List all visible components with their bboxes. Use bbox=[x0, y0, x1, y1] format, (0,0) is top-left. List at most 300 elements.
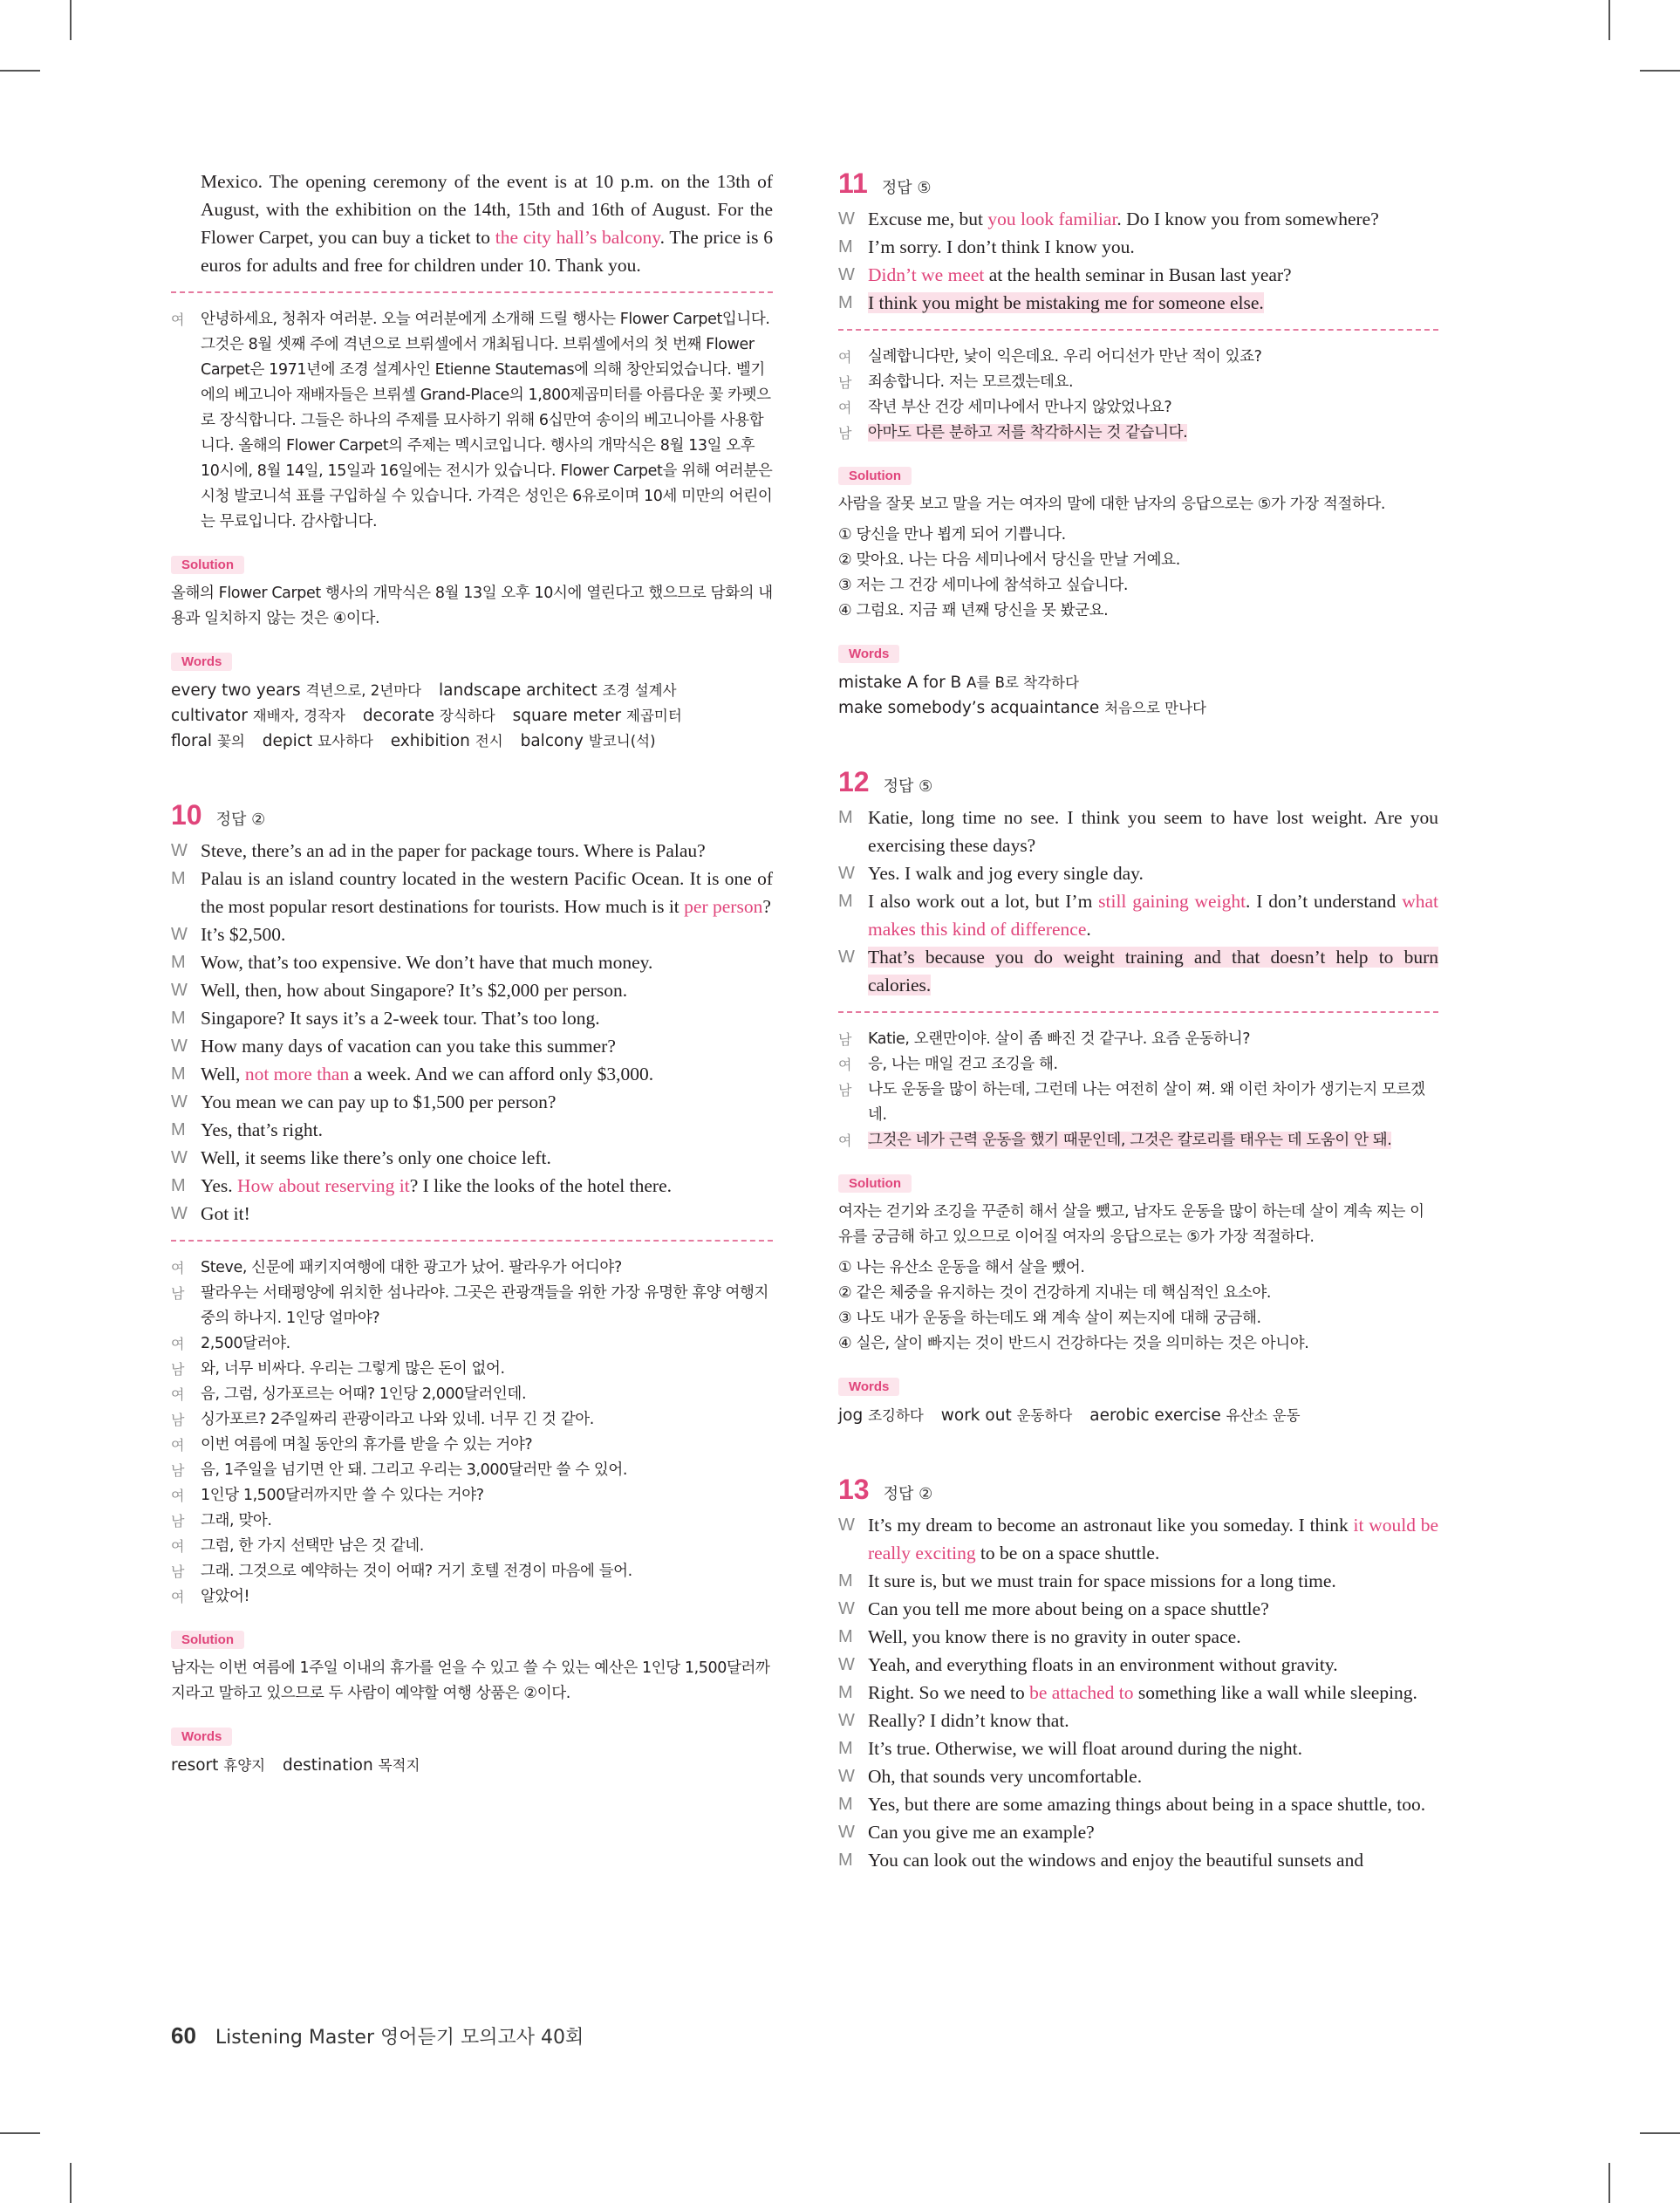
option-item: ③ 저는 그 건강 세미나에 참석하고 싶습니다. bbox=[838, 577, 1129, 594]
text: Yes. bbox=[201, 1175, 238, 1196]
text: balcony bbox=[520, 732, 584, 750]
text: ? bbox=[762, 896, 771, 917]
speaker-label: M bbox=[838, 1739, 853, 1758]
speaker-label: 남 bbox=[171, 1412, 185, 1428]
text: It’s my dream to become an astronaut like you someday. I think bbox=[868, 1515, 1354, 1536]
text: It’s $2,500. bbox=[201, 924, 286, 945]
speaker-label: 남 bbox=[171, 1361, 185, 1378]
text: Right. So we need to bbox=[868, 1682, 1030, 1703]
page-footer bbox=[171, 2022, 584, 2049]
word-entry bbox=[838, 674, 1079, 692]
speaker-label: W bbox=[171, 841, 188, 860]
word-meaning: A를 B로 착각하다 bbox=[966, 674, 1079, 691]
word-entry bbox=[171, 732, 245, 750]
dialogue-line bbox=[838, 1707, 1438, 1734]
speaker-label: W bbox=[171, 925, 188, 944]
text: 음, 1주일을 넘기면 안 돼. 그리고 우리는 3,000달러만 쓸 수 있어. bbox=[201, 1461, 628, 1479]
dialogue-line bbox=[171, 1144, 773, 1172]
translation-line bbox=[838, 1078, 1438, 1128]
speaker-label: M bbox=[838, 237, 853, 257]
q11-translation bbox=[838, 345, 1438, 446]
words-row bbox=[171, 703, 773, 729]
dialogue-line bbox=[838, 859, 1438, 887]
word-entry bbox=[941, 1406, 1073, 1425]
speaker-label: 여 bbox=[171, 1386, 185, 1403]
text: square meter bbox=[512, 707, 622, 725]
dialogue-line bbox=[838, 1623, 1438, 1651]
text: I’m sorry. I don’t think I know you. bbox=[868, 236, 1135, 257]
word-entry bbox=[283, 1756, 420, 1775]
text: 알았어! bbox=[201, 1588, 250, 1605]
word-meaning: 장식하다 bbox=[439, 708, 495, 724]
text: Steve, 신문에 패키지여행에 대한 광고가 났어. 팔라우가 어디야? bbox=[201, 1259, 622, 1276]
words-row bbox=[838, 670, 1438, 695]
word-entry bbox=[521, 732, 656, 750]
key-phrase: not more than bbox=[244, 1064, 350, 1084]
speaker-label: W bbox=[838, 864, 855, 883]
option-item: ③ 나도 내가 운동을 하는데도 왜 계속 살이 찌는지에 대해 궁금해. bbox=[838, 1310, 1261, 1327]
words-row bbox=[838, 695, 1438, 721]
text: Wow, that’s too expensive. We don’t have that much money. bbox=[201, 952, 653, 973]
text: cultivator bbox=[171, 707, 248, 725]
key-phrase: How about reserving it bbox=[237, 1175, 410, 1196]
key-phrase: what makes this kind of difference bbox=[868, 891, 1438, 940]
dialogue-line bbox=[838, 1567, 1438, 1595]
speaker-label: W bbox=[838, 1599, 855, 1618]
dialogue-line bbox=[838, 804, 1438, 859]
word-entry bbox=[838, 1406, 924, 1425]
dialogue-line bbox=[171, 1088, 773, 1116]
answer-highlight: I think you might be mistaking me for someone else. bbox=[868, 292, 1264, 313]
text: . I don’t understand bbox=[1246, 891, 1403, 912]
dialogue-line bbox=[838, 1651, 1438, 1679]
speaker-label: 남 bbox=[171, 1462, 185, 1479]
text: floral bbox=[171, 732, 213, 750]
speaker-label: W bbox=[838, 1515, 855, 1535]
translation-line bbox=[171, 1433, 773, 1458]
text: to be on a space shuttle. bbox=[975, 1543, 1160, 1563]
word-meaning: 운동하다 bbox=[1016, 1407, 1073, 1424]
dialogue-line bbox=[171, 1004, 773, 1032]
option-item: ④ 그럼요. 지금 꽤 년째 당신을 못 봤군요. bbox=[838, 602, 1109, 619]
word-entry bbox=[391, 732, 503, 750]
dialogue-line bbox=[838, 943, 1438, 999]
translation-line bbox=[171, 1255, 773, 1281]
speaker-label: M bbox=[838, 293, 853, 312]
answer-highlight: That’s because you do weight training and that doesn’t help to burn calories. bbox=[868, 947, 1438, 995]
translation-line bbox=[171, 1281, 773, 1331]
text: a week. And we can afford only $3,000. bbox=[349, 1064, 654, 1084]
word-meaning: 조경 설계사 bbox=[602, 682, 677, 699]
translation-line bbox=[838, 370, 1438, 395]
speaker-label: W bbox=[838, 1823, 855, 1842]
dialogue-line bbox=[838, 1762, 1438, 1790]
solution-label: Solution bbox=[838, 1174, 912, 1193]
speaker-label: 여 bbox=[838, 1057, 852, 1073]
text: You can look out the windows and enjoy the beautiful sunsets and bbox=[868, 1850, 1364, 1871]
question-header bbox=[838, 1474, 1438, 1506]
speaker-label: M bbox=[171, 1009, 186, 1028]
translation-line bbox=[838, 345, 1438, 370]
text: Well, bbox=[201, 1064, 245, 1084]
text: destination bbox=[283, 1756, 373, 1775]
crop-mark bbox=[1608, 0, 1610, 40]
right-column bbox=[838, 168, 1438, 1874]
question-number: 12 bbox=[838, 766, 870, 797]
text: Excuse me, but bbox=[868, 209, 988, 229]
text: something like a wall while sleeping. bbox=[1133, 1682, 1417, 1703]
text: Katie, long time no see. I think you seem to have lost weight. Are you exercising these days? bbox=[868, 807, 1438, 856]
text: Well, it seems like there’s only one choice left. bbox=[201, 1147, 551, 1168]
dialogue-line bbox=[838, 1846, 1438, 1874]
text: 그래, 맞아. bbox=[201, 1512, 272, 1529]
text: landscape architect bbox=[439, 681, 598, 700]
option-item: ① 나는 유산소 운동을 해서 살을 뺐어. bbox=[838, 1259, 1085, 1276]
dialogue-line bbox=[171, 1116, 773, 1144]
text: mistake A for B bbox=[838, 674, 962, 692]
words-label: Words bbox=[171, 653, 232, 671]
word-entry bbox=[1089, 1406, 1300, 1425]
dialogue-line bbox=[171, 1060, 773, 1088]
speaker-label: M bbox=[838, 808, 853, 827]
dialogue-line bbox=[838, 1595, 1438, 1623]
text: 이번 여름에 며칠 동안의 휴가를 받을 수 있는 거야? bbox=[201, 1436, 533, 1454]
text: Oh, that sounds very uncomfortable. bbox=[868, 1766, 1143, 1787]
text: depict bbox=[262, 732, 313, 750]
q10-dialogue bbox=[171, 837, 773, 1228]
speaker-label: M bbox=[838, 1795, 853, 1814]
q11-solution: 사람을 잘못 보고 말을 거는 여자의 말에 대한 남자의 응답으로는 ⑤가 가장 적절하다. bbox=[838, 496, 1386, 513]
word-meaning: 발코니(석) bbox=[588, 733, 656, 749]
text: 그래. 그것으로 예약하는 것이 어때? 거기 호텔 전경이 마음에 들어. bbox=[201, 1563, 632, 1580]
speaker-label: 여 bbox=[171, 1488, 185, 1504]
dialogue-line bbox=[171, 948, 773, 976]
word-meaning: 격년으로, 2년마다 bbox=[305, 682, 422, 699]
key-phrase: it would be really exciting bbox=[868, 1515, 1438, 1563]
key-phrase: still gaining weight bbox=[1098, 891, 1246, 912]
words-row bbox=[838, 1403, 1438, 1428]
translation-line bbox=[171, 1382, 773, 1407]
speaker-label: 여 bbox=[171, 1336, 185, 1352]
q9-script-continuation bbox=[171, 168, 773, 279]
text: 와, 너무 비싸다. 우리는 그렇게 많은 돈이 없어. bbox=[201, 1360, 505, 1378]
text: 그럼, 한 가지 선택만 남은 것 같네. bbox=[201, 1537, 424, 1555]
word-entry bbox=[838, 699, 1206, 717]
dialogue-line bbox=[171, 837, 773, 865]
speaker-label: 남 bbox=[838, 1031, 852, 1048]
solution-label: Solution bbox=[171, 556, 244, 574]
speaker-label: 남 bbox=[171, 1563, 185, 1580]
dialogue-line bbox=[171, 1172, 773, 1200]
option-item: ② 같은 체중을 유지하는 것이 건강하게 지내는 데 핵심적인 요소야. bbox=[838, 1284, 1272, 1302]
speaker-label: W bbox=[838, 209, 855, 229]
word-meaning: 재배자, 경작자 bbox=[252, 708, 345, 724]
left-column bbox=[171, 168, 773, 1778]
text: 응, 나는 매일 걷고 조깅을 해. bbox=[868, 1056, 1058, 1073]
translation-line bbox=[838, 1052, 1438, 1078]
text: Palau is an island country located in the western Pacific Ocean. It is one of the most popular resort destinations for tourists. How much is it bbox=[201, 868, 773, 917]
words-row bbox=[171, 1753, 773, 1778]
speaker-label: W bbox=[838, 1711, 855, 1730]
crop-mark bbox=[1640, 2132, 1680, 2134]
key-phrase: you look familiar bbox=[987, 209, 1117, 229]
dialogue-line bbox=[838, 1818, 1438, 1846]
text: 싱가포르? 2주일짜리 관광이라고 나와 있네. 너무 긴 것 같아. bbox=[201, 1411, 594, 1428]
book-title: Listening Master 영어듣기 모의고사 40회 bbox=[215, 2027, 584, 2049]
words-row bbox=[171, 729, 773, 754]
word-meaning: 제곱미터 bbox=[626, 708, 682, 724]
text: Yeah, and everything floats in an environment without gravity. bbox=[868, 1654, 1338, 1675]
text: every two years bbox=[171, 681, 301, 700]
speaker-label: M bbox=[838, 1683, 853, 1702]
translation-line bbox=[171, 1584, 773, 1610]
q11-words bbox=[838, 670, 1438, 721]
word-meaning: 꽃의 bbox=[216, 733, 245, 749]
speaker-label: M bbox=[838, 892, 853, 911]
q11-dialogue bbox=[838, 205, 1438, 317]
dialogue-line bbox=[171, 920, 773, 948]
q10-translation bbox=[171, 1255, 773, 1610]
text: jog bbox=[838, 1406, 864, 1425]
speaker-label: 여 bbox=[171, 311, 185, 328]
word-entry bbox=[263, 732, 373, 750]
text: ? I like the looks of the hotel there. bbox=[409, 1175, 672, 1196]
text: Yes, but there are some amazing things about being in a space shuttle, too. bbox=[868, 1794, 1426, 1815]
text: 음, 그럼, 싱가포르는 어때? 1인당 2,000달러인데. bbox=[201, 1385, 527, 1403]
question-number: 13 bbox=[838, 1474, 870, 1505]
text: at the health seminar in Busan last year? bbox=[984, 264, 1292, 285]
text: 팔라우는 서태평양에 위치한 섬나라야. 그곳은 관광객들을 위한 가장 유명한 휴양 여행지 중의 하나지. 1인당 얼마야? bbox=[201, 1284, 768, 1327]
speaker-label: M bbox=[171, 1064, 186, 1084]
q12-dialogue bbox=[838, 804, 1438, 999]
speaker-label: W bbox=[838, 1655, 855, 1674]
key-phrase: the city hall’s balcony bbox=[495, 227, 660, 248]
dialogue-line bbox=[171, 865, 773, 920]
text: work out bbox=[940, 1406, 1012, 1425]
speaker-label: W bbox=[171, 981, 188, 1000]
speaker-label: M bbox=[838, 1851, 853, 1870]
text: Mexico. The opening ceremony of the event is at 10 p.m. on the 13th of August, with the exhibition on the 14th, 15th and 16th of August. For the Flower Carpet, you can buy a ticket to bbox=[201, 171, 773, 248]
text: You mean we can pay up to $1,500 per person? bbox=[201, 1091, 557, 1112]
speaker-label: W bbox=[171, 1092, 188, 1112]
text: Yes. I walk and jog every single day. bbox=[868, 863, 1144, 884]
dialogue-line bbox=[171, 1200, 773, 1228]
q12-options bbox=[838, 1255, 1438, 1357]
speaker-label: M bbox=[838, 1627, 853, 1646]
speaker-label: W bbox=[838, 265, 855, 284]
option-item: ② 맞아요. 나는 다음 세미나에서 당신을 만날 거예요. bbox=[838, 551, 1180, 569]
text: Really? I didn’t know that. bbox=[868, 1710, 1069, 1731]
speaker-label: 여 bbox=[171, 1589, 185, 1605]
answer-highlight: 그것은 네가 근력 운동을 했기 때문인데, 그것은 칼로리를 태우는 데 도움이 안 돼. bbox=[868, 1132, 1392, 1149]
question-header bbox=[171, 799, 773, 831]
text: 실례합니다만, 낯이 익은데요. 우리 어디선가 만난 적이 있죠? bbox=[868, 348, 1262, 366]
word-entry bbox=[513, 707, 682, 725]
text: Steve, there’s an ad in the paper for package tours. Where is Palau? bbox=[201, 840, 706, 861]
q9-words bbox=[171, 678, 773, 754]
answer-key: 정답 ⑤ bbox=[883, 777, 933, 796]
text: 죄송합니다. 저는 모르겠는데요. bbox=[868, 373, 1074, 391]
dialogue-line bbox=[838, 233, 1438, 261]
q11-options bbox=[838, 523, 1438, 624]
speaker-label: W bbox=[838, 948, 855, 967]
page-number: 60 bbox=[171, 2022, 196, 2049]
text: 작년 부산 건강 세미나에서 만나지 않았었나요? bbox=[868, 399, 1172, 416]
word-entry bbox=[439, 681, 677, 700]
speaker-label: W bbox=[171, 1148, 188, 1167]
crop-mark bbox=[70, 2163, 72, 2203]
speaker-label: 남 bbox=[171, 1513, 185, 1529]
text: Katie, 오랜만이야. 살이 좀 빠진 것 같구나. 요즘 운동하니? bbox=[868, 1030, 1251, 1048]
speaker-label: W bbox=[838, 1767, 855, 1786]
solution-label: Solution bbox=[838, 467, 912, 485]
word-meaning: 유산소 운동 bbox=[1226, 1407, 1301, 1424]
q9-translation bbox=[171, 307, 773, 535]
crop-mark bbox=[1608, 2163, 1610, 2203]
words-label: Words bbox=[838, 645, 899, 663]
q12-words bbox=[838, 1403, 1438, 1428]
dialogue-line bbox=[838, 887, 1438, 943]
text: . Do I know you from somewhere? bbox=[1117, 209, 1379, 229]
translation-line bbox=[838, 395, 1438, 421]
text: Well, you know there is no gravity in outer space. bbox=[868, 1626, 1241, 1647]
speaker-label: M bbox=[838, 1571, 853, 1591]
question-number: 11 bbox=[838, 168, 868, 199]
word-entry bbox=[171, 707, 345, 725]
text: decorate bbox=[362, 707, 435, 725]
translation-line bbox=[171, 1534, 773, 1559]
text: 2,500달러야. bbox=[201, 1335, 290, 1352]
translation-line bbox=[171, 1357, 773, 1382]
crop-mark bbox=[0, 70, 40, 72]
word-meaning: 목적지 bbox=[378, 1757, 420, 1774]
option-item: ① 당신을 만나 뵙게 되어 기쁩니다. bbox=[838, 526, 1066, 544]
q10-solution: 남자는 이번 여름에 1주일 이내의 휴가를 얻을 수 있고 쓸 수 있는 예산은 1인당 1,500달러까지라고 말하고 있으므로 두 사람이 예약할 여행 상품은 ②이다. bbox=[171, 1659, 770, 1702]
speaker-label: 남 bbox=[838, 1082, 852, 1098]
dialogue-line bbox=[838, 289, 1438, 317]
speaker-label: M bbox=[171, 869, 186, 888]
key-phrase: Didn’t we meet bbox=[868, 264, 985, 285]
text: It’s true. Otherwise, we will float around during the night. bbox=[868, 1738, 1302, 1759]
dialogue-line bbox=[171, 976, 773, 1004]
q12-translation bbox=[838, 1027, 1438, 1153]
text: Can you tell me more about being on a space shuttle? bbox=[868, 1598, 1269, 1619]
words-label: Words bbox=[171, 1728, 232, 1746]
q9-solution: 올해의 Flower Carpet 행사의 개막식은 8월 13일 오후 10시에 열린다고 했으므로 담화의 내용과 일치하지 않는 것은 ④이다. bbox=[171, 585, 773, 627]
answer-highlight: 아마도 다른 분하고 저를 착각하시는 것 같습니다. bbox=[868, 424, 1188, 441]
dialogue-line bbox=[171, 1032, 773, 1060]
q13-dialogue bbox=[838, 1511, 1438, 1874]
question-number: 10 bbox=[171, 799, 202, 831]
solution-label: Solution bbox=[171, 1631, 244, 1649]
divider bbox=[838, 329, 1438, 331]
speaker-label: W bbox=[171, 1037, 188, 1056]
text: Well, then, how about Singapore? It’s $2,000 per person. bbox=[201, 980, 628, 1001]
q12-solution: 여자는 걷기와 조깅을 꾸준히 해서 살을 뺐고, 남자도 운동을 많이 하는데 살이 계속 찌는 이유를 궁금해 하고 있으므로 이어질 여자의 응답으로는 ⑤가 가장 적절하다. bbox=[838, 1203, 1424, 1246]
word-meaning: 휴양지 bbox=[223, 1757, 266, 1774]
translation-line bbox=[838, 1128, 1438, 1153]
dialogue-line bbox=[838, 1790, 1438, 1818]
speaker-label: M bbox=[171, 953, 186, 972]
speaker-label: M bbox=[171, 1176, 186, 1195]
word-entry bbox=[171, 1756, 265, 1775]
speaker-label: 여 bbox=[838, 400, 852, 416]
divider bbox=[171, 291, 773, 293]
speaker-label: 여 bbox=[171, 1437, 185, 1454]
word-entry bbox=[363, 707, 495, 725]
speaker-label: 남 bbox=[838, 374, 852, 391]
words-row bbox=[171, 678, 773, 703]
text: Can you give me an example? bbox=[868, 1822, 1095, 1843]
speaker-label: 여 bbox=[838, 1132, 852, 1149]
crop-mark bbox=[70, 0, 72, 40]
dialogue-line bbox=[838, 1734, 1438, 1762]
speaker-label: 남 bbox=[838, 425, 852, 441]
word-meaning: 전시 bbox=[475, 733, 503, 749]
speaker-label: 여 bbox=[171, 1538, 185, 1555]
text: make somebody’s acquaintance bbox=[838, 699, 1100, 717]
speaker-label: M bbox=[171, 1120, 186, 1139]
text: exhibition bbox=[390, 732, 470, 750]
dialogue-line bbox=[838, 205, 1438, 233]
option-item: ④ 실은, 살이 빠지는 것이 반드시 건강하다는 것을 의미하는 것은 아니야. bbox=[838, 1335, 1309, 1352]
translation-line bbox=[171, 1483, 773, 1509]
translation-line bbox=[838, 1027, 1438, 1052]
text: resort bbox=[171, 1756, 219, 1775]
text: Singapore? It says it’s a 2-week tour. That’s too long. bbox=[201, 1008, 600, 1029]
question-header bbox=[838, 766, 1438, 798]
text: Got it! bbox=[201, 1203, 250, 1224]
words-label: Words bbox=[838, 1378, 899, 1396]
translation-line bbox=[171, 1509, 773, 1534]
answer-key: 정답 ⑤ bbox=[881, 179, 932, 197]
word-entry bbox=[171, 681, 421, 700]
text: It sure is, but we must train for space missions for a long time. bbox=[868, 1570, 1336, 1591]
speaker-label: 여 bbox=[838, 349, 852, 366]
answer-key: 정답 ② bbox=[883, 1485, 933, 1503]
speaker-label: W bbox=[171, 1204, 188, 1223]
speaker-label: 남 bbox=[171, 1285, 185, 1302]
text: . bbox=[1086, 919, 1091, 940]
divider bbox=[838, 1011, 1438, 1013]
divider bbox=[171, 1240, 773, 1242]
translation-line bbox=[838, 421, 1438, 446]
question-header bbox=[838, 168, 1438, 200]
text: 1인당 1,500달러까지만 쓸 수 있다는 거야? bbox=[201, 1487, 484, 1504]
translation-line bbox=[171, 1331, 773, 1357]
word-meaning: 조깅하다 bbox=[868, 1407, 924, 1424]
translation-line bbox=[171, 1458, 773, 1483]
key-phrase: be attached to bbox=[1029, 1682, 1134, 1703]
text: aerobic exercise bbox=[1089, 1406, 1221, 1425]
text: Yes, that’s right. bbox=[201, 1119, 323, 1140]
text: How many days of vacation can you take this summer? bbox=[201, 1036, 616, 1057]
speaker-label: 여 bbox=[171, 1260, 185, 1276]
word-meaning: 묘사하다 bbox=[318, 733, 373, 749]
text: . The price is 6 euros for adults and free for children under 10. Thank you. bbox=[201, 227, 773, 276]
translation-line bbox=[171, 1559, 773, 1584]
text: 안녕하세요, 청취자 여러분. 오늘 여러분에게 소개해 드릴 행사는 Flower Carpet입니다. 그것은 8월 셋째 주에 격년으로 브뤼셀에서 개최됩니다. 브뤼셀에서의 첫 번째 Flower Carpet은 1971년에 조경 설계사인 Etienne Stautemas에 의해 창안되었습니다. 벨기에의 베고니아 재배자들은 브뤼셀 Grand-Place의 1,800제곱미터를 아름다운 꽃 카펫으로 장식합니다. 그들은 하나의 주제를 묘사하기 위해 6십만여 송이의 베고니아를 사용합니다. 올해의 Flower Carpet의 주제는 멕시코입니다. 행사의 개막식은 8월 13일 오후 10시에, 8월 14일, 15일과 16일에는 전시가 있습니다. Flower Carpet을 위해 여러분은 시청 발코니석 표를 구입하실 수 있습니다. 가격은 성인은 6유로이며 10세 미만의 어린이는 무료입니다. 감사합니다. bbox=[201, 311, 773, 530]
key-phrase: per person bbox=[684, 896, 763, 917]
dialogue-line bbox=[838, 1679, 1438, 1707]
q10-words bbox=[171, 1753, 773, 1778]
word-meaning: 처음으로 만나다 bbox=[1104, 700, 1206, 716]
text: 나도 운동을 많이 하는데, 그런데 나는 여전히 살이 쪄. 왜 이런 차이가 생기는지 모르겠네. bbox=[868, 1081, 1425, 1124]
text: I also work out a lot, but I’m bbox=[868, 891, 1099, 912]
translation-line bbox=[171, 1407, 773, 1433]
crop-mark bbox=[1640, 70, 1680, 72]
dialogue-line bbox=[838, 1511, 1438, 1567]
